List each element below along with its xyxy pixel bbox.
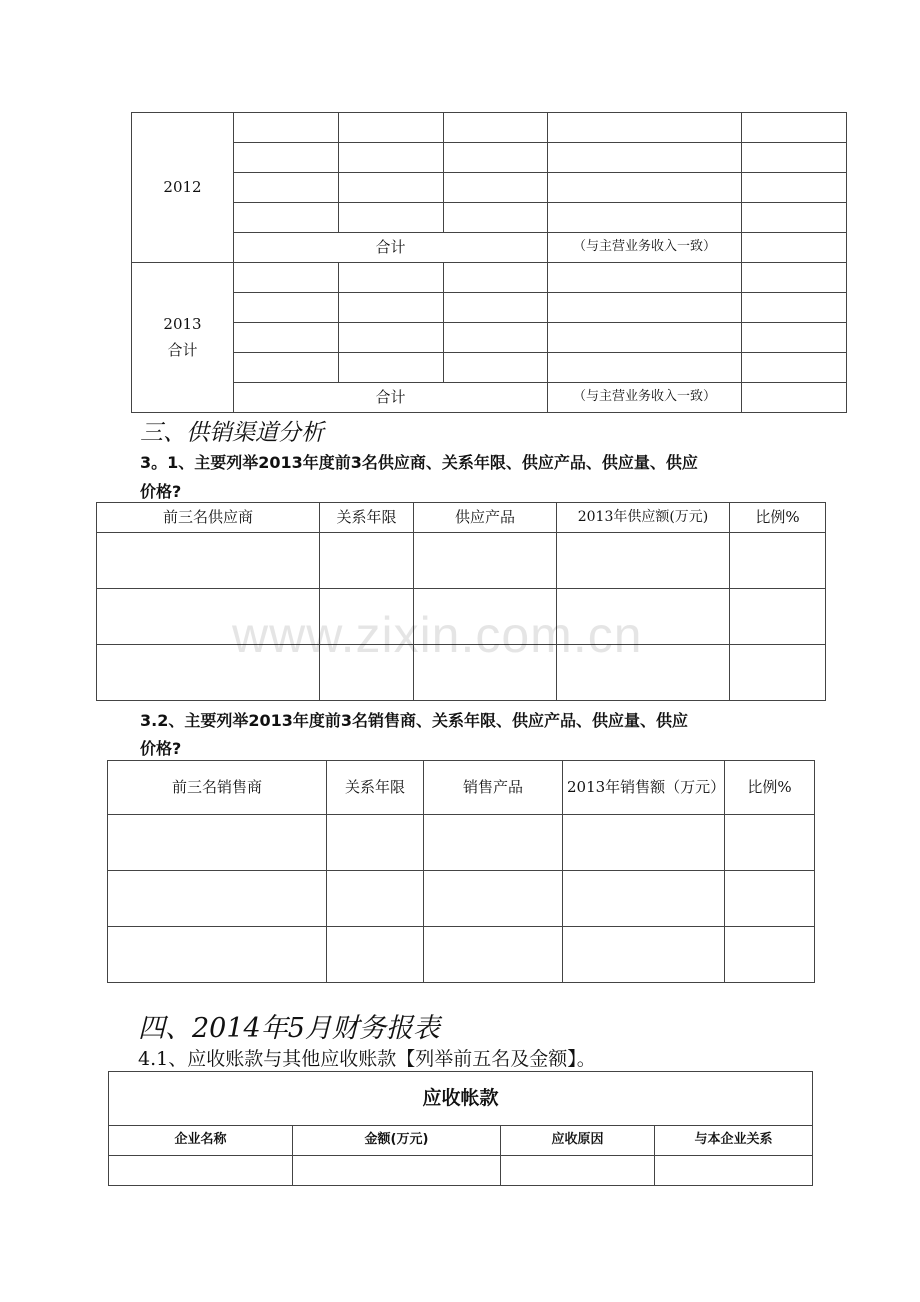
- receivables-title: 应收帐款: [109, 1072, 813, 1126]
- header-cell: 企业名称: [109, 1126, 293, 1156]
- question-3-2-line1: 3.2、主要列举2013年度前3名销售商、关系年限、供应产品、供应量、供应: [140, 711, 689, 730]
- header-cell: 2013年销售额（万元）: [563, 761, 725, 815]
- sellers-table: [107, 760, 815, 983]
- header-cell: 销售产品: [424, 761, 563, 815]
- section-3-heading: 三、供销渠道分析: [140, 420, 324, 446]
- question-3-1-line2: 价格?: [140, 482, 182, 501]
- header-cell: 关系年限: [327, 761, 424, 815]
- header-cell: 前三名销售商: [108, 761, 327, 815]
- revenue-table: [131, 112, 847, 413]
- total-note-2012: （与主营业务收入一致）: [548, 233, 742, 263]
- section-4-heading: 四、2014年5月财务报表: [138, 1013, 440, 1044]
- total-note-2013: （与主营业务收入一致）: [548, 383, 742, 413]
- question-4-1: 4.1、应收账款与其他应收账款【列举前五名及金额】。: [138, 1048, 596, 1070]
- header-cell: 2013年供应额(万元): [557, 503, 730, 533]
- header-cell: 供应产品: [414, 503, 557, 533]
- header-cell: 比例%: [725, 761, 815, 815]
- year-2012-cell: 2012: [132, 113, 234, 263]
- header-cell: 应收原因: [501, 1126, 655, 1156]
- receivables-table: [108, 1071, 813, 1186]
- suppliers-table: [96, 502, 826, 701]
- watermark: www.zixin.com.cn: [232, 607, 643, 663]
- total-label-2012: 合计: [234, 233, 548, 263]
- header-cell: 金额(万元): [293, 1126, 501, 1156]
- question-3-1-line1: 3。1、主要列举2013年度前3名供应商、关系年限、供应产品、供应量、供应: [140, 453, 698, 472]
- total-label-2013: 合计: [234, 383, 548, 413]
- header-cell: 关系年限: [320, 503, 414, 533]
- year-2013-cell: 2013 合计: [132, 263, 234, 413]
- header-cell: 与本企业关系: [655, 1126, 813, 1156]
- question-3-2-line2: 价格?: [140, 739, 182, 758]
- header-cell: 比例%: [730, 503, 826, 533]
- header-cell: 前三名供应商: [97, 503, 320, 533]
